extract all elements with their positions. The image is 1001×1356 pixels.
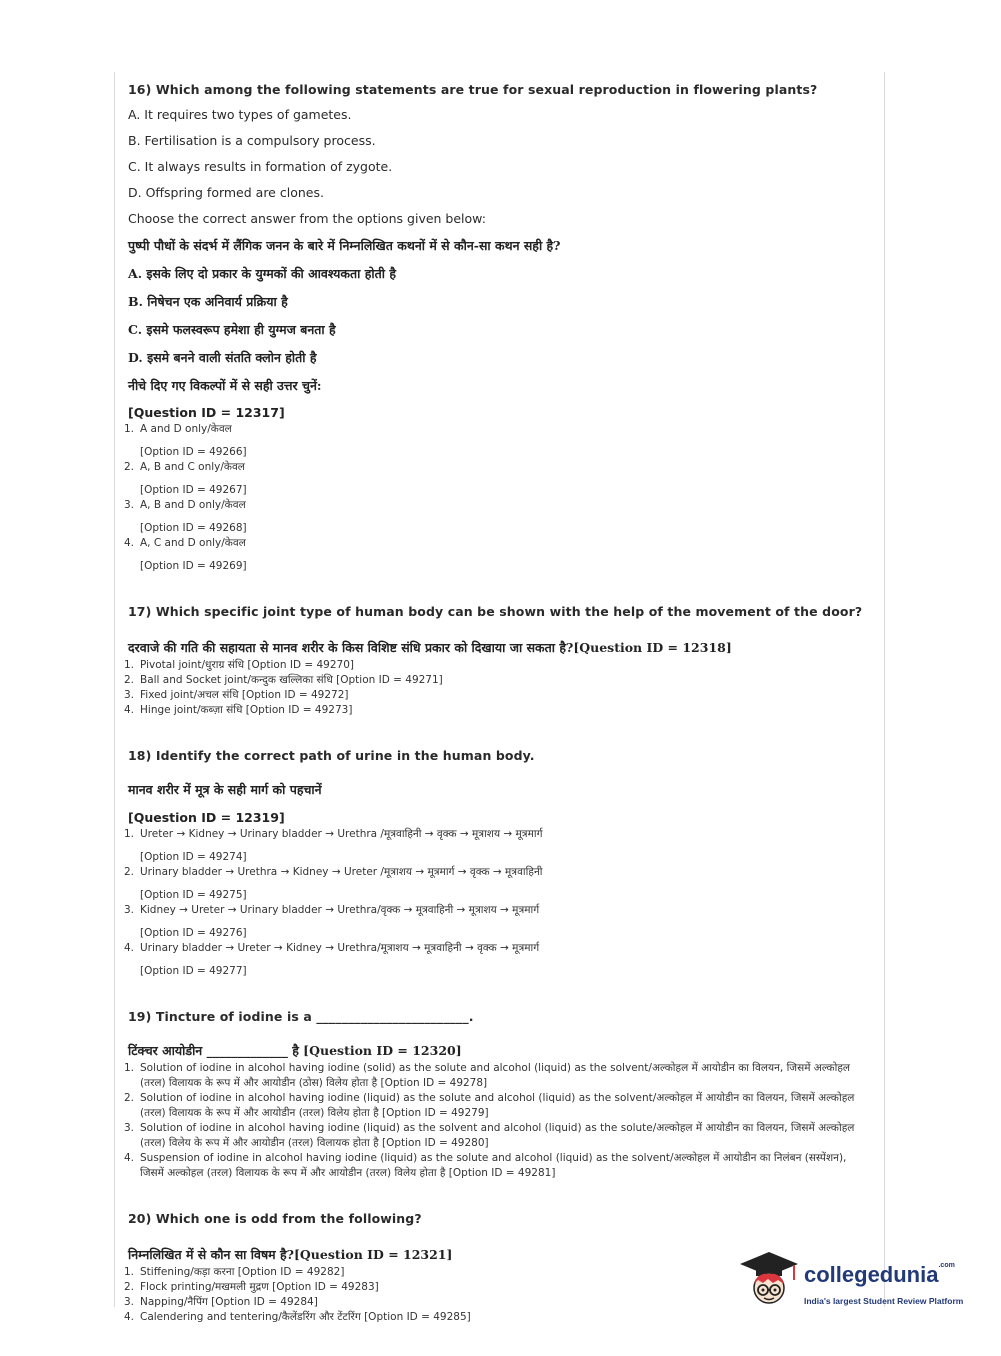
hindi-question: पुष्पी पौधों के संदर्भ में लैंगिक जनन के बारे में निम्नलिखित कथनों में से कौन-सा कथन सही है? — [128, 238, 561, 253]
option-item[interactable]: 1. Pivotal joint/धुराग्र संधि [Option ID = 49270] — [124, 659, 355, 671]
option-item[interactable]: 1. Stiffening/कड़ा करना [Option ID = 49282] — [124, 1266, 345, 1278]
option-item[interactable]: 4. Urinary bladder → Ureter → Kidney → Urethra/मूत्राशय → मूत्रवाहिनी → वृक्क → मूत्रमार्ग [Option ID = 49277] — [124, 942, 540, 977]
option-item[interactable]: 4. Suspension of iodine in alcohol having iodine (liquid) as the solute and alcohol (liquid) as the solvent/अल्कोहल में आयोडीन का निलंबन (सस्पेंशन), जिसमें अल्कोहल (तरल) विलायक के रूप में और आयोडीन (तरल) विलेय होता है [Option ID = 49281] — [124, 1152, 847, 1179]
question-18 — [124, 748, 873, 979]
option-item[interactable]: 4. Hinge joint/कब्ज़ा संधि [Option ID = 49273] — [124, 704, 353, 716]
hindi-statement: नीचे दिए गए विकल्पों में से सही उत्तर चुनें: — [128, 378, 322, 393]
option-item[interactable]: 3. Fixed joint/अचल संधि [Option ID = 49272] — [124, 689, 349, 701]
question-id: [Question ID = 12317] — [128, 405, 285, 420]
page-border-right — [884, 72, 885, 1307]
option-item[interactable]: 3. Kidney → Ureter → Urinary bladder → Urethra/वृक्क → मूत्रवाहिनी → मूत्राशय → मूत्रमार्ग [Option ID = 49276] — [124, 904, 540, 939]
statement: D. Offspring formed are clones. — [128, 185, 324, 200]
option-list — [124, 827, 873, 979]
question-text: 18) Identify the correct path of urine in the human body. — [128, 748, 535, 763]
collegedunia-logo[interactable] — [738, 1248, 978, 1318]
option-item[interactable]: 2. Solution of iodine in alcohol having iodine (liquid) as the solute and alcohol (liquid) as the solvent/अल्कोहल में आयोडीन का विलयन, जिसमें अल्कोहल (तरल) विलायक के रूप में और आयोडीन (तरल) विलेय होता है [Option ID = 49279] — [124, 1092, 855, 1119]
option-item[interactable]: 3. Solution of iodine in alcohol having iodine (liquid) as the solvent and alcohol (liquid) as the solute/अल्कोहल में आयोडीन का विलयन, जिसमें अल्कोहल (तरल) विलेय के रूप में और आयोडीन (तरल) विलायक होता है [Option ID = 49280] — [124, 1122, 855, 1149]
option-item[interactable]: 3. Napping/नैपिंग [Option ID = 49284] — [124, 1296, 318, 1308]
option-item[interactable]: 3. A, B and D only/केवल [Option ID = 49268] — [124, 499, 247, 534]
logo-wordmark: collegedunia$^{.com}$ — [804, 1262, 955, 1287]
option-item[interactable]: 4. A, C and D only/केवल [Option ID = 49269] — [124, 537, 247, 572]
statement: B. Fertilisation is a compulsory process. — [128, 133, 376, 148]
option-item[interactable]: 1. A and D only/केवल [Option ID = 49266] — [124, 423, 247, 458]
statement: A. It requires two types of gametes. — [128, 107, 352, 122]
statement: C. It always results in formation of zygote. — [128, 159, 393, 174]
question-19 — [124, 1009, 873, 1181]
hindi-question: निम्नलिखित में से कौन सा विषम है?[Question ID = 12321] — [128, 1247, 453, 1262]
document-body — [124, 82, 873, 1341]
logo-tagline: India's largest Student Review Platform — [804, 1296, 964, 1306]
option-item[interactable]: 1. Solution of iodine in alcohol having iodine (solid) as the solute and alcohol (liquid) as the solvent/अल्कोहल में आयोडीन का विलयन, जिसमें अल्कोहल (तरल) विलायक के रूप में और आयोडीन (ठोस) विलेय होता है [Option ID = 49278] — [124, 1062, 851, 1089]
statement: Choose the correct answer from the options given below: — [128, 211, 486, 226]
mascot-icon — [738, 1250, 800, 1312]
hindi-statement: C. इसमे फलस्वरूप हमेशा ही युग्मज बनता है — [128, 322, 336, 337]
option-item[interactable]: 2. A, B and C only/केवल [Option ID = 49267] — [124, 461, 247, 496]
question-17 — [124, 604, 873, 718]
question-16 — [124, 82, 873, 574]
option-item[interactable]: 2. Ball and Socket joint/कन्दुक खल्लिका संधि [Option ID = 49271] — [124, 674, 443, 686]
hindi-question: दरवाजे की गति की सहायता से मानव शरीर के किस विशिष्ट संधि प्रकार को दिखाया जा सकता है?[Question ID = 12318] — [128, 640, 732, 655]
question-text: 16) Which among the following statements are true for sexual reproduction in flowering plants? — [128, 82, 818, 97]
question-text: 19) Tincture of iodine is a ________________________. — [128, 1009, 474, 1024]
hindi-statement: D. इसमे बनने वाली संतति क्लोन होती है — [128, 350, 317, 365]
question-text: 17) Which specific joint type of human body can be shown with the help of the movement of the door? — [128, 604, 863, 619]
hindi-statement: A. इसके लिए दो प्रकार के युग्मकों की आवश्यकता होती है — [128, 266, 396, 281]
option-item[interactable]: 1. Ureter → Kidney → Urinary bladder → Urethra /मूत्रवाहिनी → वृक्क → मूत्राशय → मूत्रमार्ग [Option ID = 49274] — [124, 828, 543, 863]
question-text: 20) Which one is odd from the following? — [128, 1211, 422, 1226]
option-item[interactable]: 2. Flock printing/मखमली मुद्रण [Option ID = 49283] — [124, 1281, 379, 1293]
hindi-question: मानव शरीर में मूत्र के सही मार्ग को पहचानें — [128, 782, 322, 797]
option-item[interactable]: 4. Calendering and tentering/कैलेंडरिंग और टेंटरिंग [Option ID = 49285] — [124, 1311, 471, 1323]
hindi-statement: B. निषेचन एक अनिवार्य प्रक्रिया है — [128, 294, 288, 309]
option-list — [124, 422, 873, 574]
option-list — [124, 1061, 873, 1181]
hindi-question: टिंक्चर आयोडीन _____________ है [Question ID = 12320] — [128, 1043, 462, 1058]
option-list — [124, 658, 873, 718]
page-border-left — [114, 72, 115, 1307]
option-item[interactable]: 2. Urinary bladder → Urethra → Kidney → Ureter /मूत्राशय → मूत्रमार्ग → वृक्क → मूत्रवाहिनी [Option ID = 49275] — [124, 866, 543, 901]
question-id: [Question ID = 12319] — [128, 810, 285, 825]
